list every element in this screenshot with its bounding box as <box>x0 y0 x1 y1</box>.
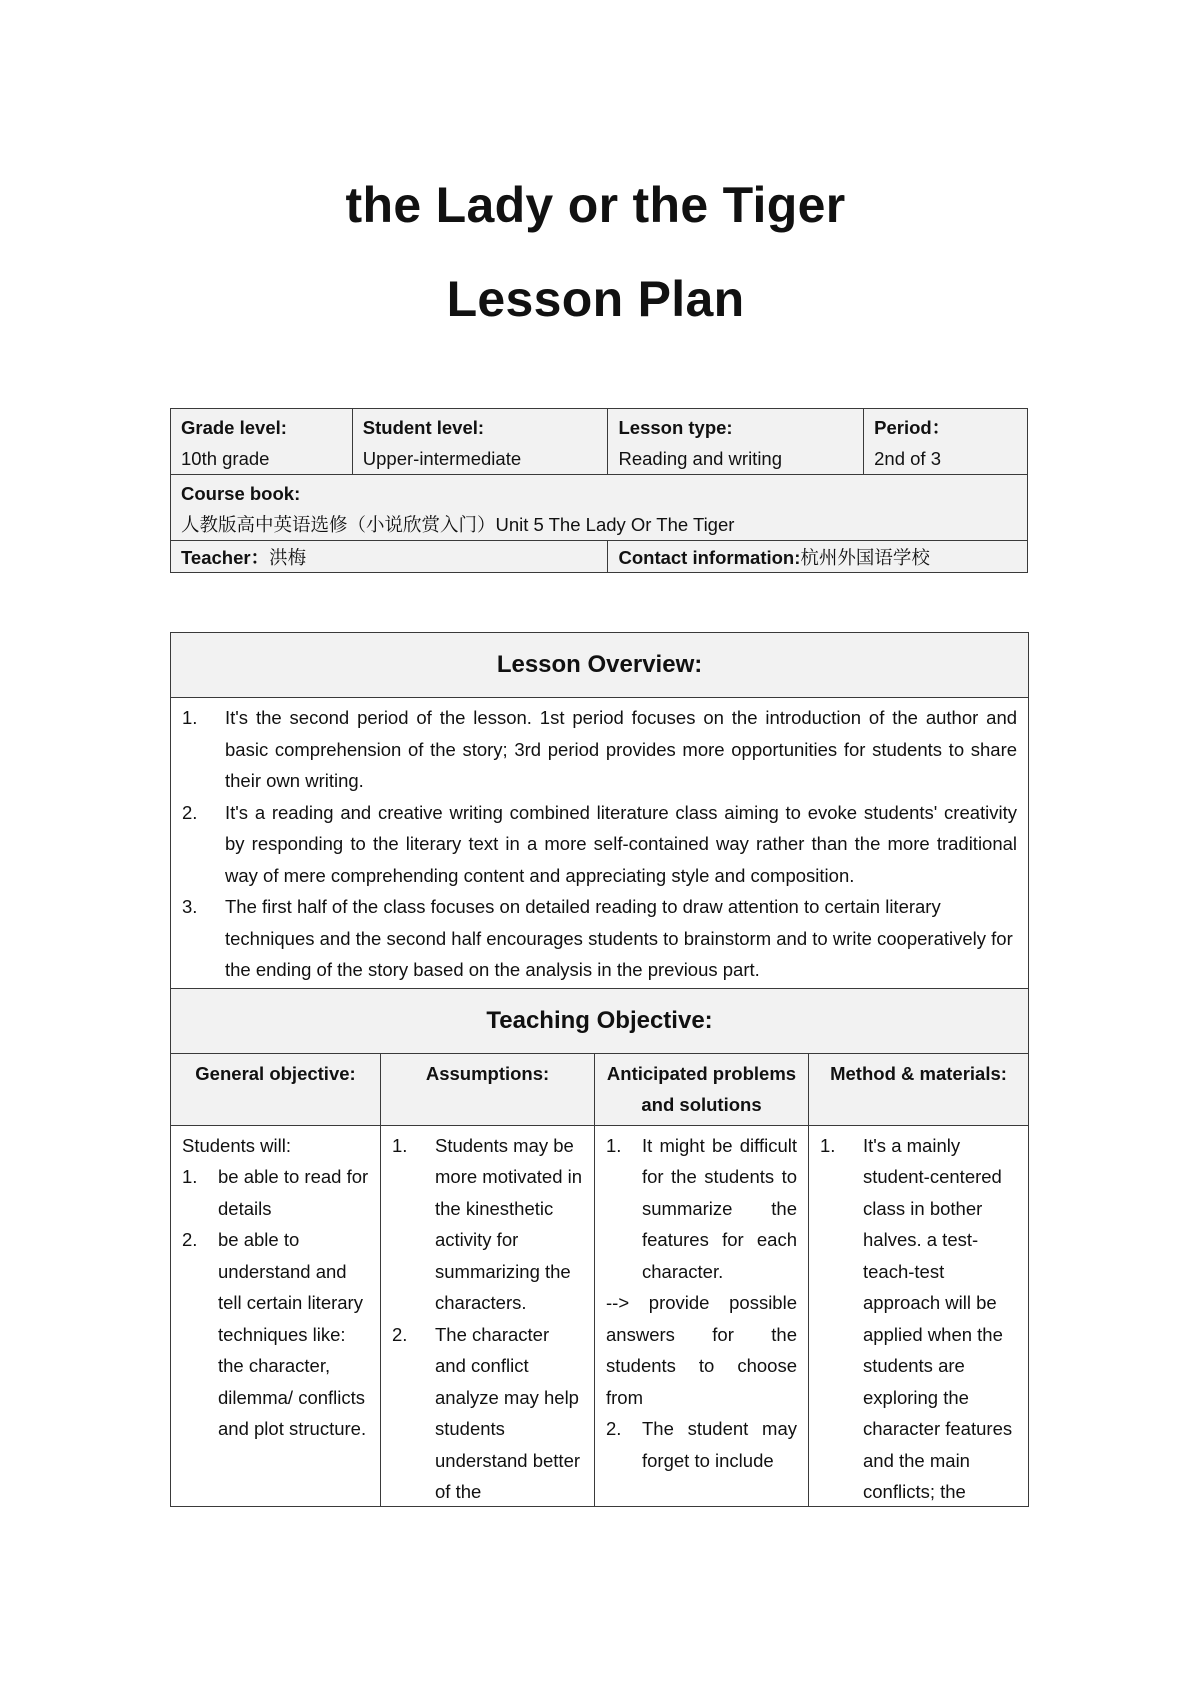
assumptions-cell <box>381 1125 595 1506</box>
list-item-text: The character and conflict analyze may help students understand better of the <box>435 1323 581 1502</box>
teaching-objective-heading: Teaching Objective: <box>171 988 1029 1053</box>
document-title: the Lady or the Tiger <box>345 177 846 233</box>
list-item <box>820 1130 1017 1502</box>
list-item-number: 1. <box>606 1134 622 1156</box>
list-item-text: The student may forget to include <box>642 1418 797 1471</box>
overview-item <box>182 702 1017 797</box>
overview-item <box>182 797 1017 892</box>
course-book-label: Course book: <box>181 483 301 504</box>
anticipated-problems-header: Anticipated problems and solutions <box>595 1053 809 1125</box>
document-subtitle: Lesson Plan <box>446 271 745 327</box>
period-label: Period： <box>874 417 951 438</box>
lesson-type-value: Reading and writing <box>618 448 783 469</box>
grade-level-cell <box>171 409 353 475</box>
lesson-info-table <box>170 408 1028 573</box>
list-item-text: be able to read for details <box>218 1166 369 1219</box>
course-book-value: 人教版高中英语选修（小说欣赏入门）Unit 5 The Lady Or The Tiger <box>181 514 735 535</box>
anticipated-problems-cell <box>595 1125 809 1506</box>
assumptions-list <box>392 1130 583 1502</box>
period-cell <box>864 409 1028 475</box>
general-objective-cell <box>171 1125 381 1506</box>
list-item <box>182 1224 369 1445</box>
contact-value: 杭州外国语学校 <box>800 547 930 568</box>
general-objective-list <box>182 1161 369 1445</box>
problems-list <box>606 1130 797 1288</box>
lesson-plan-table <box>170 632 1029 1507</box>
overview-item-number: 1. <box>182 707 198 728</box>
list-item-number: 2. <box>182 1229 198 1250</box>
teacher-cell <box>171 541 608 573</box>
student-level-cell <box>352 409 608 475</box>
list-item <box>606 1413 797 1476</box>
lesson-overview-body <box>171 698 1029 989</box>
list-item-number: 1. <box>392 1134 408 1156</box>
list-item <box>182 1161 369 1224</box>
general-objective-header: General objective: <box>171 1053 381 1125</box>
method-materials-header: Method & materials: <box>809 1053 1029 1125</box>
teacher-value: 洪梅 <box>269 547 307 568</box>
lesson-overview-heading: Lesson Overview: <box>171 633 1029 698</box>
list-item <box>392 1130 583 1319</box>
overview-list <box>182 702 1017 986</box>
contact-label: Contact information: <box>618 547 801 568</box>
student-level-label: Student level: <box>362 417 485 438</box>
list-item-number: 2. <box>606 1418 622 1439</box>
teacher-label: Teacher： <box>181 547 270 568</box>
overview-item-number: 2. <box>182 801 198 823</box>
problem-solution-text: --> provide possible answers for the students to choose from <box>606 1292 797 1408</box>
assumptions-header: Assumptions: <box>381 1053 595 1125</box>
list-item-text: be able to understand and tell certain literary techniques like: the character, dilemma/ conflicts and plot structure. <box>218 1229 367 1439</box>
grade-level-label: Grade level: <box>181 417 287 438</box>
list-item-text: It's a mainly student-centered class in bother halves. a test-teach-test approach will be applied when the students are exploring the character features and the main conflicts; the <box>863 1134 1013 1502</box>
list-item-number: 2. <box>392 1323 408 1345</box>
method-materials-cell <box>809 1125 1029 1506</box>
list-item <box>392 1319 583 1502</box>
list-item-number: 1. <box>820 1134 836 1156</box>
course-book-cell <box>171 475 1028 541</box>
problems-list-continued <box>606 1413 797 1476</box>
lesson-type-label: Lesson type: <box>618 417 733 438</box>
period-value: 2nd of 3 <box>874 448 941 469</box>
overview-item-number: 3. <box>182 896 198 917</box>
overview-item-text: It's the second period of the lesson. 1st period focuses on the introduction of the author and basic comprehension of the story; 3rd period provides more opportunities for students to share their own writing. <box>225 707 1018 791</box>
list-item-text: Students may be more motivated in the kinesthetic activity for summarizing the characters. <box>435 1134 583 1313</box>
list-item-number: 1. <box>182 1166 198 1187</box>
student-level-value: Upper-intermediate <box>362 448 522 469</box>
overview-item-text: It's a reading and creative writing combined literature class aiming to evoke students' creativity by responding to the literary text in a more self-contained way rather than the more traditional way of mere comprehending content and appreciating style and composition. <box>225 801 1018 886</box>
list-item-text: It might be difficult for the students to summarize the features for each character. <box>642 1134 797 1282</box>
list-item <box>606 1130 797 1288</box>
method-list <box>820 1130 1017 1502</box>
overview-item-text: The first half of the class focuses on detailed reading to draw attention to certain literary techniques and the second half encourages students to brainstorm and to write cooperatively for the ending of the story based on the analysis in the previous part. <box>225 896 1013 980</box>
contact-cell <box>608 541 1028 573</box>
general-objective-intro: Students will: <box>182 1134 291 1156</box>
overview-item <box>182 891 1017 986</box>
lesson-type-cell <box>608 409 864 475</box>
grade-level-value: 10th grade <box>181 448 270 469</box>
